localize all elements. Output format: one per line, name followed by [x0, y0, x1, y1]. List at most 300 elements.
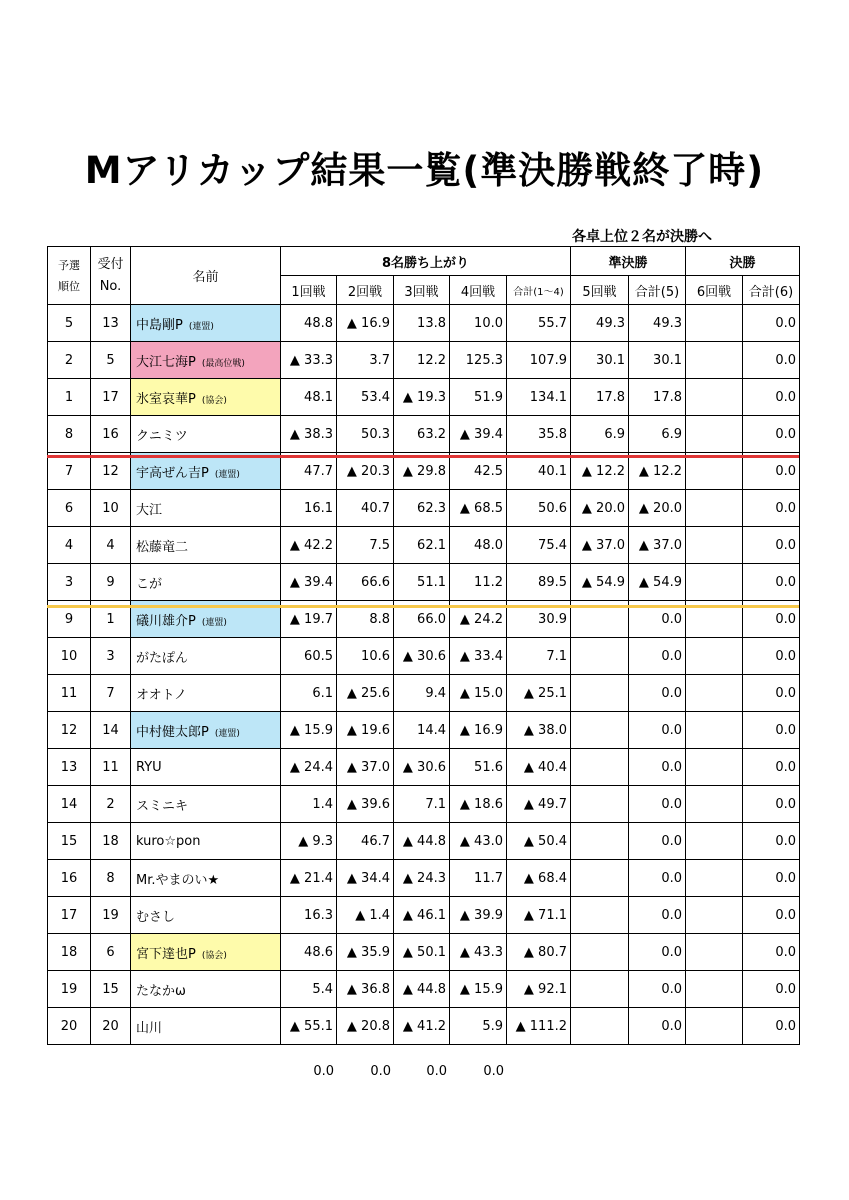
- cell-r4: 51.9: [450, 379, 507, 416]
- cell-r2: ▲ 39.6: [337, 786, 394, 823]
- table-row: [48, 749, 800, 786]
- player-name: 氷室哀華P: [136, 391, 196, 407]
- cell-r3: 51.1: [394, 564, 450, 601]
- cell-r1: ▲ 21.4: [281, 860, 337, 897]
- cell-total-5: 0.0: [629, 675, 686, 712]
- cell-name: [131, 453, 281, 490]
- cell-r6: [686, 564, 743, 601]
- cell-r6: [686, 1008, 743, 1045]
- cell-r1: ▲ 39.4: [281, 564, 337, 601]
- cell-name: [131, 638, 281, 675]
- player-name: たなかω: [136, 983, 186, 999]
- header-entry-line2: No.: [99, 278, 122, 294]
- cell-r4: 48.0: [450, 527, 507, 564]
- cell-r6: [686, 379, 743, 416]
- cell-total-5: 30.1: [629, 342, 686, 379]
- cell-total-6: 0.0: [743, 453, 800, 490]
- cell-entry-no: 11: [91, 749, 131, 786]
- affiliation-tag: (協会): [201, 950, 227, 961]
- cell-name: [131, 379, 281, 416]
- cell-rank: 17: [48, 897, 91, 934]
- cell-total-1-4: 35.8: [507, 416, 571, 453]
- player-name: むさし: [136, 909, 176, 925]
- cell-total-6: 0.0: [743, 971, 800, 1008]
- table-row: [48, 897, 800, 934]
- cell-total-1-4: ▲ 111.2: [507, 1008, 571, 1045]
- cell-total-1-4: ▲ 80.7: [507, 934, 571, 971]
- cell-total-5: 0.0: [629, 749, 686, 786]
- cell-entry-no: 9: [91, 564, 131, 601]
- cell-r3: 62.3: [394, 490, 450, 527]
- cell-r1: ▲ 15.9: [281, 712, 337, 749]
- table-row: [48, 342, 800, 379]
- cell-r1: ▲ 42.2: [281, 527, 337, 564]
- cell-total-5: ▲ 54.9: [629, 564, 686, 601]
- cell-name: [131, 786, 281, 823]
- player-name: 大江: [136, 502, 163, 518]
- cell-total-1-4: ▲ 50.4: [507, 823, 571, 860]
- cell-r4: ▲ 33.4: [450, 638, 507, 675]
- cell-r2: ▲ 36.8: [337, 971, 394, 1008]
- cell-total-6: 0.0: [743, 527, 800, 564]
- header-rank-line1: 予選: [58, 258, 80, 272]
- cell-total-5: ▲ 12.2: [629, 453, 686, 490]
- cell-entry-no: 15: [91, 971, 131, 1008]
- cell-r6: [686, 897, 743, 934]
- header-group-final: 決勝: [686, 247, 800, 276]
- table-row: [48, 638, 800, 675]
- cell-r4: ▲ 43.0: [450, 823, 507, 860]
- cell-entry-no: 6: [91, 934, 131, 971]
- cell-rank: 8: [48, 416, 91, 453]
- cell-r5: [571, 1008, 629, 1045]
- player-name: クニミツ: [136, 428, 188, 444]
- cell-name: [131, 305, 281, 342]
- table-row: [48, 379, 800, 416]
- cell-r4: 125.3: [450, 342, 507, 379]
- cell-total-6: 0.0: [743, 749, 800, 786]
- header-rank-line2: 順位: [58, 279, 80, 293]
- cell-name: [131, 897, 281, 934]
- cell-name: [131, 527, 281, 564]
- table-row: [48, 823, 800, 860]
- sum-r1: 0.0: [313, 1064, 334, 1079]
- cell-r4: 51.6: [450, 749, 507, 786]
- cell-r6: [686, 971, 743, 1008]
- cell-r6: [686, 527, 743, 564]
- table-row: [48, 712, 800, 749]
- cell-r6: [686, 712, 743, 749]
- cell-entry-no: 5: [91, 342, 131, 379]
- cell-r4: ▲ 68.5: [450, 490, 507, 527]
- table-row: [48, 453, 800, 490]
- sum-r3: 0.0: [426, 1064, 447, 1079]
- cell-r3: ▲ 30.6: [394, 749, 450, 786]
- cell-rank: 3: [48, 564, 91, 601]
- cell-r5: [571, 971, 629, 1008]
- header-total-1-4: 合計(1～4): [507, 276, 571, 305]
- cell-total-1-4: ▲ 49.7: [507, 786, 571, 823]
- table-row: [48, 1008, 800, 1045]
- cell-rank: 9: [48, 601, 91, 638]
- cell-total-5: 0.0: [629, 1008, 686, 1045]
- cell-r3: 14.4: [394, 712, 450, 749]
- cell-r3: 63.2: [394, 416, 450, 453]
- table-row: [48, 305, 800, 342]
- cell-r3: 7.1: [394, 786, 450, 823]
- cell-rank: 11: [48, 675, 91, 712]
- player-name: 宇高ぜん吉P: [136, 465, 209, 481]
- cell-total-6: 0.0: [743, 564, 800, 601]
- cell-r4: 10.0: [450, 305, 507, 342]
- cell-total-6: 0.0: [743, 638, 800, 675]
- sum-r2: 0.0: [370, 1064, 391, 1079]
- player-name: がたぽん: [136, 650, 189, 666]
- table-row: [48, 971, 800, 1008]
- cell-r1: 60.5: [281, 638, 337, 675]
- cell-r3: 62.1: [394, 527, 450, 564]
- cell-total-5: 0.0: [629, 601, 686, 638]
- header-group-semifinal: 準決勝: [571, 247, 686, 276]
- page-title: Mアリカップ結果一覧(準決勝戦終了時): [84, 149, 765, 192]
- cell-r4: ▲ 39.9: [450, 897, 507, 934]
- player-name: 礒川雄介P: [136, 613, 196, 629]
- cell-entry-no: 18: [91, 823, 131, 860]
- cell-name: [131, 1008, 281, 1045]
- cell-total-6: 0.0: [743, 860, 800, 897]
- cell-r1: 48.1: [281, 379, 337, 416]
- cell-r2: ▲ 34.4: [337, 860, 394, 897]
- cell-r1: ▲ 55.1: [281, 1008, 337, 1045]
- cell-rank: 1: [48, 379, 91, 416]
- cell-r1: ▲ 33.3: [281, 342, 337, 379]
- cell-name: [131, 712, 281, 749]
- cell-rank: 13: [48, 749, 91, 786]
- cell-r1: 48.8: [281, 305, 337, 342]
- cell-r3: 13.8: [394, 305, 450, 342]
- cell-entry-no: 17: [91, 379, 131, 416]
- affiliation-tag: (最高位戦): [201, 358, 245, 369]
- cell-total-5: 0.0: [629, 638, 686, 675]
- cell-total-5: 0.0: [629, 897, 686, 934]
- cell-total-1-4: ▲ 92.1: [507, 971, 571, 1008]
- cell-r6: [686, 490, 743, 527]
- cell-r1: 6.1: [281, 675, 337, 712]
- cell-entry-no: 19: [91, 897, 131, 934]
- qualifier-cutoff-divider: [47, 605, 799, 608]
- affiliation-tag: (連盟): [214, 728, 240, 739]
- table-row: [48, 675, 800, 712]
- cell-r6: [686, 675, 743, 712]
- cell-rank: 7: [48, 453, 91, 490]
- cell-entry-no: 1: [91, 601, 131, 638]
- affiliation-tag: (連盟): [201, 617, 227, 628]
- cell-r5: [571, 675, 629, 712]
- cell-total-6: 0.0: [743, 342, 800, 379]
- cell-r2: ▲ 20.8: [337, 1008, 394, 1045]
- cell-r6: [686, 823, 743, 860]
- cell-total-6: 0.0: [743, 712, 800, 749]
- cell-r1: 16.1: [281, 490, 337, 527]
- sum-r4: 0.0: [483, 1064, 504, 1079]
- cell-total-1-4: 7.1: [507, 638, 571, 675]
- cell-entry-no: 3: [91, 638, 131, 675]
- cell-r2: ▲ 25.6: [337, 675, 394, 712]
- cell-total-6: 0.0: [743, 601, 800, 638]
- cell-r4: ▲ 24.2: [450, 601, 507, 638]
- cell-r3: 12.2: [394, 342, 450, 379]
- cell-total-6: 0.0: [743, 379, 800, 416]
- cell-total-6: 0.0: [743, 675, 800, 712]
- cell-r5: 30.1: [571, 342, 629, 379]
- cell-r2: ▲ 20.3: [337, 453, 394, 490]
- cell-r6: [686, 786, 743, 823]
- header-group-qualifier: 8名勝ち上がり: [281, 247, 571, 276]
- cell-total-1-4: 30.9: [507, 601, 571, 638]
- cell-name: [131, 675, 281, 712]
- cell-rank: 15: [48, 823, 91, 860]
- cell-rank: 14: [48, 786, 91, 823]
- cell-name: [131, 564, 281, 601]
- cell-r3: ▲ 44.8: [394, 823, 450, 860]
- cell-total-5: 0.0: [629, 971, 686, 1008]
- cell-r1: 48.6: [281, 934, 337, 971]
- cell-r6: [686, 749, 743, 786]
- semifinal-table-divider: [47, 455, 799, 458]
- cell-r4: ▲ 18.6: [450, 786, 507, 823]
- cell-rank: 4: [48, 527, 91, 564]
- cell-total-5: 17.8: [629, 379, 686, 416]
- cell-r2: 40.7: [337, 490, 394, 527]
- cell-name: [131, 490, 281, 527]
- cell-rank: 5: [48, 305, 91, 342]
- cell-rank: 12: [48, 712, 91, 749]
- cell-total-6: 0.0: [743, 305, 800, 342]
- cell-r3: ▲ 24.3: [394, 860, 450, 897]
- cell-r4: 5.9: [450, 1008, 507, 1045]
- cell-total-1-4: ▲ 68.4: [507, 860, 571, 897]
- player-name: 中村健太郎P: [136, 724, 209, 740]
- cell-rank: 18: [48, 934, 91, 971]
- cell-r2: ▲ 1.4: [337, 897, 394, 934]
- cell-entry-no: 2: [91, 786, 131, 823]
- table-row: [48, 416, 800, 453]
- cell-total-5: ▲ 20.0: [629, 490, 686, 527]
- affiliation-tag: (協会): [201, 395, 227, 406]
- cell-r2: ▲ 19.6: [337, 712, 394, 749]
- cell-total-5: ▲ 37.0: [629, 527, 686, 564]
- cell-entry-no: 13: [91, 305, 131, 342]
- cell-name: [131, 971, 281, 1008]
- affiliation-tag: (連盟): [214, 469, 240, 480]
- table-row: [48, 490, 800, 527]
- header-entry-no: [91, 247, 131, 305]
- cell-r6: [686, 860, 743, 897]
- cell-r4: 11.7: [450, 860, 507, 897]
- cell-total-5: 0.0: [629, 786, 686, 823]
- cell-total-5: 0.0: [629, 860, 686, 897]
- cell-r5: [571, 638, 629, 675]
- cell-name: [131, 934, 281, 971]
- player-name: Mr.やまのい★: [136, 872, 220, 888]
- cell-r5: [571, 897, 629, 934]
- cell-r3: ▲ 30.6: [394, 638, 450, 675]
- column-sums: [0, 1064, 849, 1082]
- cell-name: [131, 416, 281, 453]
- cell-r6: [686, 416, 743, 453]
- cell-total-1-4: 107.9: [507, 342, 571, 379]
- cell-r3: ▲ 41.2: [394, 1008, 450, 1045]
- cell-entry-no: 8: [91, 860, 131, 897]
- cell-r3: 9.4: [394, 675, 450, 712]
- cell-r2: ▲ 16.9: [337, 305, 394, 342]
- cell-r5: ▲ 12.2: [571, 453, 629, 490]
- cell-r3: ▲ 19.3: [394, 379, 450, 416]
- cell-r3: ▲ 44.8: [394, 971, 450, 1008]
- header-r1: 1回戦: [281, 276, 337, 305]
- cell-r5: [571, 786, 629, 823]
- table-row: [48, 934, 800, 971]
- cell-r2: 10.6: [337, 638, 394, 675]
- cell-r5: [571, 934, 629, 971]
- cell-total-6: 0.0: [743, 416, 800, 453]
- cell-total-1-4: ▲ 25.1: [507, 675, 571, 712]
- cell-r4: ▲ 16.9: [450, 712, 507, 749]
- cell-entry-no: 16: [91, 416, 131, 453]
- player-name: こが: [136, 576, 163, 592]
- cell-r4: ▲ 15.9: [450, 971, 507, 1008]
- cell-r3: 66.0: [394, 601, 450, 638]
- header-r5: 5回戦: [571, 276, 629, 305]
- cell-entry-no: 10: [91, 490, 131, 527]
- cell-total-1-4: ▲ 40.4: [507, 749, 571, 786]
- cell-rank: 6: [48, 490, 91, 527]
- cell-r2: 53.4: [337, 379, 394, 416]
- cell-r2: 66.6: [337, 564, 394, 601]
- cell-total-1-4: 40.1: [507, 453, 571, 490]
- cell-r4: ▲ 43.3: [450, 934, 507, 971]
- cell-rank: 2: [48, 342, 91, 379]
- cell-r3: ▲ 46.1: [394, 897, 450, 934]
- header-entry-line1: 受付: [97, 256, 124, 272]
- cell-name: [131, 860, 281, 897]
- table-row: [48, 786, 800, 823]
- header-r2: 2回戦: [337, 276, 394, 305]
- cell-entry-no: 20: [91, 1008, 131, 1045]
- cell-r3: ▲ 29.8: [394, 453, 450, 490]
- cell-r5: ▲ 54.9: [571, 564, 629, 601]
- results-table: [47, 246, 800, 1045]
- cell-total-1-4: 134.1: [507, 379, 571, 416]
- cell-r1: ▲ 19.7: [281, 601, 337, 638]
- cell-total-6: 0.0: [743, 897, 800, 934]
- cell-r3: ▲ 50.1: [394, 934, 450, 971]
- cell-total-6: 0.0: [743, 786, 800, 823]
- header-name: 名前: [131, 247, 281, 305]
- player-name: スミニキ: [136, 798, 189, 814]
- cell-total-1-4: 55.7: [507, 305, 571, 342]
- table-row: [48, 860, 800, 897]
- cell-entry-no: 7: [91, 675, 131, 712]
- cell-rank: 16: [48, 860, 91, 897]
- player-name: 宮下達也P: [136, 946, 196, 962]
- cell-r5: [571, 749, 629, 786]
- cell-r1: ▲ 38.3: [281, 416, 337, 453]
- cell-entry-no: 14: [91, 712, 131, 749]
- cell-r2: 8.8: [337, 601, 394, 638]
- player-name: RYU: [136, 759, 162, 775]
- advance-note: 各卓上位２名が決勝へ: [572, 229, 712, 245]
- cell-r5: 49.3: [571, 305, 629, 342]
- cell-r4: 42.5: [450, 453, 507, 490]
- cell-total-6: 0.0: [743, 934, 800, 971]
- cell-r2: 3.7: [337, 342, 394, 379]
- cell-r4: ▲ 39.4: [450, 416, 507, 453]
- cell-r2: ▲ 35.9: [337, 934, 394, 971]
- cell-total-5: 0.0: [629, 934, 686, 971]
- cell-r4: ▲ 15.0: [450, 675, 507, 712]
- table-row: [48, 527, 800, 564]
- cell-r6: [686, 638, 743, 675]
- cell-total-1-4: 89.5: [507, 564, 571, 601]
- cell-r1: ▲ 24.4: [281, 749, 337, 786]
- cell-rank: 20: [48, 1008, 91, 1045]
- cell-r2: 50.3: [337, 416, 394, 453]
- cell-entry-no: 4: [91, 527, 131, 564]
- cell-total-5: 0.0: [629, 712, 686, 749]
- player-name: 大江七海P: [136, 354, 196, 370]
- player-name: 中島剛P: [136, 317, 183, 333]
- cell-rank: 19: [48, 971, 91, 1008]
- cell-r2: ▲ 37.0: [337, 749, 394, 786]
- cell-total-1-4: ▲ 38.0: [507, 712, 571, 749]
- table-row: [48, 564, 800, 601]
- cell-r5: ▲ 20.0: [571, 490, 629, 527]
- player-name: kuro☆pon: [136, 833, 201, 849]
- cell-r1: 5.4: [281, 971, 337, 1008]
- cell-name: [131, 342, 281, 379]
- cell-total-5: 49.3: [629, 305, 686, 342]
- cell-r1: 16.3: [281, 897, 337, 934]
- cell-r2: 46.7: [337, 823, 394, 860]
- cell-r2: 7.5: [337, 527, 394, 564]
- cell-name: [131, 749, 281, 786]
- header-r6: 6回戦: [686, 276, 743, 305]
- cell-total-6: 0.0: [743, 490, 800, 527]
- cell-r1: 47.7: [281, 453, 337, 490]
- cell-r5: [571, 860, 629, 897]
- cell-total-6: 0.0: [743, 1008, 800, 1045]
- cell-r4: 11.2: [450, 564, 507, 601]
- cell-r6: [686, 453, 743, 490]
- cell-name: [131, 823, 281, 860]
- cell-r5: 6.9: [571, 416, 629, 453]
- cell-r6: [686, 305, 743, 342]
- header-r3: 3回戦: [394, 276, 450, 305]
- cell-total-6: 0.0: [743, 823, 800, 860]
- cell-total-1-4: 50.6: [507, 490, 571, 527]
- cell-r5: [571, 712, 629, 749]
- cell-total-1-4: ▲ 71.1: [507, 897, 571, 934]
- affiliation-tag: (連盟): [188, 321, 214, 332]
- cell-total-1-4: 75.4: [507, 527, 571, 564]
- player-name: 山川: [136, 1020, 163, 1036]
- cell-r1: ▲ 9.3: [281, 823, 337, 860]
- cell-r5: ▲ 37.0: [571, 527, 629, 564]
- player-name: オオトノ: [136, 687, 187, 703]
- header-rank: [48, 247, 91, 305]
- header-r4: 4回戦: [450, 276, 507, 305]
